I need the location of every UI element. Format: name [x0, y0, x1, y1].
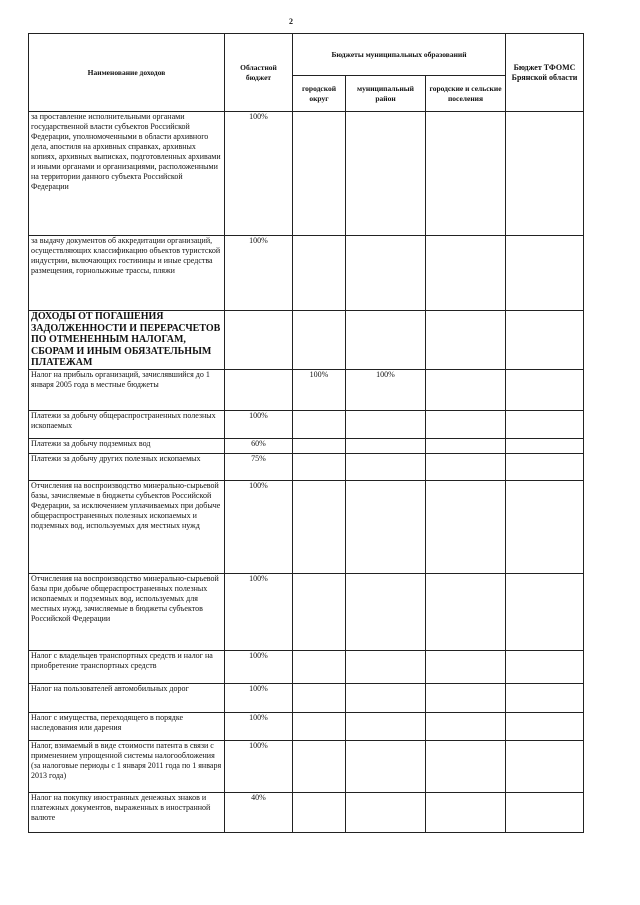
- row-name: Платежи за добычу общераспространенных полезных ископаемых: [29, 410, 225, 438]
- row-name: Налог на покупку иностранных денежных знаков и платежных документов, выраженных в иностранной валюте: [29, 792, 225, 832]
- row-name: Отчисления на воспроизводство минерально-сырьевой базы, зачисляемые в бюджеты субъектов Российской Федерации, за исключением уплачиваемых при добыче общераспространенных полезных ископаемых и подземных вод, используемых для местных нужд: [29, 480, 225, 573]
- col-header-regional: Областной бюджет: [225, 34, 293, 112]
- row-settlements: [426, 573, 506, 650]
- table-row: [29, 480, 584, 573]
- row-city: [293, 410, 346, 438]
- col-header-settlements: городские и сельские поселения: [426, 76, 506, 112]
- row-tfoms: [506, 438, 584, 453]
- row-district: [346, 480, 426, 573]
- table-row: [29, 112, 584, 236]
- table-row: [29, 740, 584, 792]
- section-row: [29, 311, 584, 370]
- row-regional: 100%: [225, 683, 293, 712]
- table-row: [29, 683, 584, 712]
- row-regional: 100%: [225, 410, 293, 438]
- row-district: [346, 740, 426, 792]
- row-district: [346, 236, 426, 311]
- table-row: [29, 650, 584, 683]
- row-city: [293, 480, 346, 573]
- row-tfoms: [506, 480, 584, 573]
- table-row: [29, 712, 584, 740]
- row-settlements: [426, 410, 506, 438]
- row-city: [293, 650, 346, 683]
- row-regional: 100%: [225, 236, 293, 311]
- row-regional: 100%: [225, 480, 293, 573]
- table-row: [29, 453, 584, 480]
- row-name: Платежи за добычу других полезных ископаемых: [29, 453, 225, 480]
- row-regional: 100%: [225, 712, 293, 740]
- row-city: [293, 311, 346, 370]
- row-regional: [225, 369, 293, 410]
- row-city: [293, 712, 346, 740]
- row-settlements: [426, 650, 506, 683]
- row-settlements: [426, 311, 506, 370]
- row-city: [293, 792, 346, 832]
- row-regional: [225, 311, 293, 370]
- row-city: [293, 112, 346, 236]
- row-name: за проставление исполнительными органами государственной власти субъектов Российской Федерации, уполномоченными в области архивного дела, апостиля на архивных справках, архивных копиях, архивных выписках, подготовленных архивами и иными органами и организациями, расположенными на территории данного субъекта Российской Федерации: [29, 112, 225, 236]
- row-settlements: [426, 112, 506, 236]
- row-name: Отчисления на воспроизводство минерально-сырьевой базы при добыче общераспространенных полезных ископаемых и подземных вод, используемых для местных нужд, зачисляемые в бюджеты субъектов Российской Федерации: [29, 573, 225, 650]
- row-tfoms: [506, 369, 584, 410]
- row-tfoms: [506, 311, 584, 370]
- table-row: [29, 792, 584, 832]
- row-tfoms: [506, 712, 584, 740]
- row-tfoms: [506, 650, 584, 683]
- row-city: [293, 453, 346, 480]
- row-city: [293, 740, 346, 792]
- col-header-municipal: Бюджеты муниципальных образований: [293, 34, 506, 76]
- row-settlements: [426, 236, 506, 311]
- row-district: [346, 573, 426, 650]
- row-name: Налог, взимаемый в виде стоимости патента в связи с применением упрощенной системы налогообложения (за налоговые периоды с 1 января 2011 года по 1 января 2013 года): [29, 740, 225, 792]
- row-tfoms: [506, 573, 584, 650]
- row-regional: 100%: [225, 740, 293, 792]
- table-row: [29, 369, 584, 410]
- table-row: [29, 438, 584, 453]
- row-district: 100%: [346, 369, 426, 410]
- row-district: [346, 453, 426, 480]
- row-name: Налог с владельцев транспортных средств и налог на приобретение транспортных средств: [29, 650, 225, 683]
- row-city: [293, 236, 346, 311]
- row-settlements: [426, 438, 506, 453]
- row-settlements: [426, 683, 506, 712]
- row-district: [346, 410, 426, 438]
- row-district: [346, 112, 426, 236]
- row-tfoms: [506, 112, 584, 236]
- row-settlements: [426, 453, 506, 480]
- row-regional: 75%: [225, 453, 293, 480]
- revenue-table: [28, 33, 584, 833]
- row-city: [293, 683, 346, 712]
- row-district: [346, 683, 426, 712]
- page-number: 2: [289, 17, 293, 26]
- row-regional: 40%: [225, 792, 293, 832]
- col-header-tfoms: Бюджет ТФОМС Брянской области: [506, 34, 584, 112]
- row-tfoms: [506, 453, 584, 480]
- row-regional: 100%: [225, 650, 293, 683]
- row-name: Налог с имущества, переходящего в порядке наследования или дарения: [29, 712, 225, 740]
- row-district: [346, 311, 426, 370]
- row-regional: 60%: [225, 438, 293, 453]
- row-name: Налог на прибыль организаций, зачислявшийся до 1 января 2005 года в местные бюджеты: [29, 369, 225, 410]
- col-header-name: Наименование доходов: [29, 34, 225, 112]
- col-header-city: городской округ: [293, 76, 346, 112]
- row-district: [346, 792, 426, 832]
- row-tfoms: [506, 740, 584, 792]
- table-row: [29, 410, 584, 438]
- row-district: [346, 712, 426, 740]
- row-settlements: [426, 740, 506, 792]
- row-tfoms: [506, 683, 584, 712]
- col-header-district: муниципальный район: [346, 76, 426, 112]
- row-tfoms: [506, 410, 584, 438]
- row-city: [293, 573, 346, 650]
- row-settlements: [426, 792, 506, 832]
- row-district: [346, 438, 426, 453]
- section-title: ДОХОДЫ ОТ ПОГАШЕНИЯ ЗАДОЛЖЕННОСТИ И ПЕРЕРАСЧЕТОВ ПО ОТМЕНЕННЫМ НАЛОГАМ, СБОРАМ И ИНЫМ ОБЯЗАТЕЛЬНЫМ ПЛАТЕЖАМ: [29, 311, 225, 370]
- row-settlements: [426, 712, 506, 740]
- row-name: Налог на пользователей автомобильных дорог: [29, 683, 225, 712]
- row-regional: 100%: [225, 112, 293, 236]
- row-city: 100%: [293, 369, 346, 410]
- row-name: Платежи за добычу подземных вод: [29, 438, 225, 453]
- row-settlements: [426, 369, 506, 410]
- row-tfoms: [506, 236, 584, 311]
- table-row: [29, 236, 584, 311]
- table-row: [29, 573, 584, 650]
- row-regional: 100%: [225, 573, 293, 650]
- row-name: за выдачу документов об аккредитации организаций, осуществляющих классификацию объектов туристской индустрии, включающих гостиницы и иные средства размещения, горнолыжные трассы, пляжи: [29, 236, 225, 311]
- row-city: [293, 438, 346, 453]
- row-district: [346, 650, 426, 683]
- row-settlements: [426, 480, 506, 573]
- row-tfoms: [506, 792, 584, 832]
- table-header: [29, 34, 584, 112]
